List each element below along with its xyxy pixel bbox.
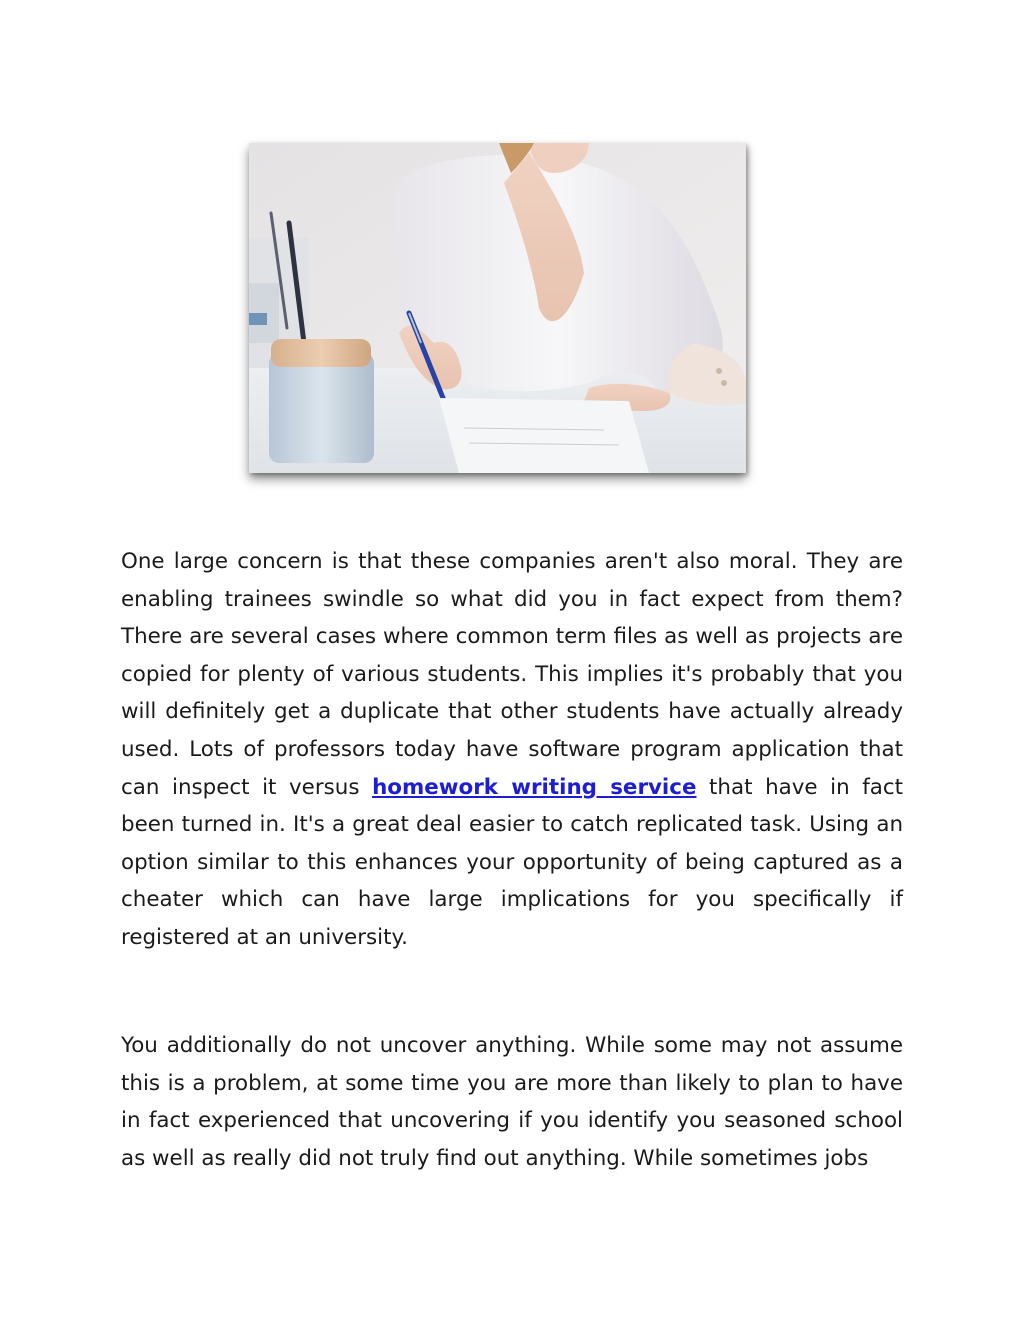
- body-paragraph-1: [121, 543, 903, 957]
- paragraph-1-text-after-link: that have in fact been turned in. It's a great deal easier to catch replicated task. Using an option similar to this enhances your opportunity of being captured as a cheater which can have large implications for you specifically if registered at an university.: [121, 774, 903, 950]
- homework-writing-service-link[interactable]: homework writing service: [372, 774, 697, 800]
- body-paragraph-2: You additionally do not uncover anything. While some may not assume this is a problem, at some time you are more than likely to plan to have in fact experienced that uncovering if you identify you seasoned school as well as really did not truly find out anything. While sometimes jobs: [121, 1033, 903, 1171]
- paragraph-1-text-before-link: One large concern is that these companies aren't also moral. They are enabling trainees swindle so what did you in fact expect from them? There are several cases where common term files as well as projects are copied for plenty of various students. This implies it's probably that you will definitely get a duplicate that other students have actually already used. Lots of professors today have software program application that can inspect it versus: [121, 549, 903, 800]
- photo-woman-writing-icon: [249, 143, 746, 473]
- article-photo: [249, 143, 746, 473]
